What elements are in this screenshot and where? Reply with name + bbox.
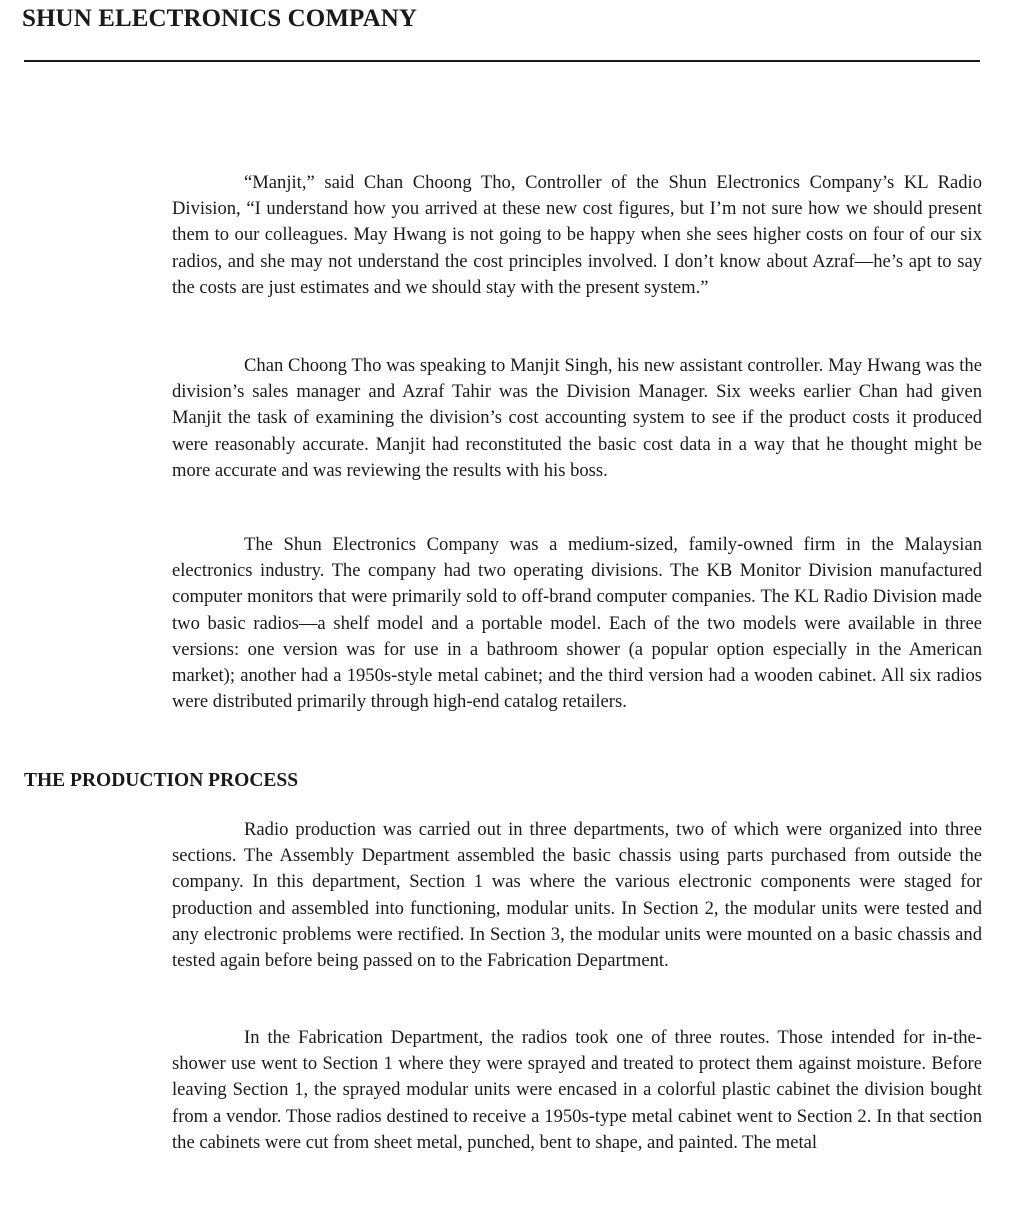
paragraph-text: The Shun Electronics Company was a medium-sized, family-owned firm in the Malaysian electronics industry. The company had two operating divisions. The KB Monitor Division manufactured computer monitors that were primarily sold to off-brand computer companies. The KL Radio Division made two basic radios—a shelf model and a portable model. Each of the two models were available in three versions: one version was for use in a bathroom shower (a popular option especially in the American market); another had a 1950s-style metal cabinet; and the third version had a wooden cabinet. All six radios were distributed primarily through high-end catalog retailers. <box>172 534 982 713</box>
company-title: SHUN ELECTRONICS COMPANY <box>22 5 418 32</box>
paragraph-text: “Manjit,” said Chan Choong Tho, Controller of the Shun Electronics Company’s KL Radio Division, “I understand how you arrived at these new cost figures, but I’m not sure how we should present them to our colleagues. May Hwang is not going to be happy when she sees higher costs on four of our six radios, and she may not understand the cost principles involved. I don’t know about Azraf—he’s apt to say the costs are just estimates and we should stay with the present system.” <box>172 172 982 298</box>
paragraph-fabrication-department <box>172 1025 982 1156</box>
paragraph-assembly-department <box>172 817 982 974</box>
paragraph-text: In the Fabrication Department, the radios took one of three routes. Those intended for in-the-shower use went to Section 1 where they were sprayed and treated to protect them against moisture. Before leaving Section 1, the sprayed modular units were encased in a colorful plastic cabinet the division bought from a vendor. Those radios destined to receive a 1950s-type metal cabinet went to Section 2. In that section the cabinets were cut from sheet metal, punched, bent to shape, and painted. The metal <box>172 1027 982 1153</box>
paragraph-text: Chan Choong Tho was speaking to Manjit Singh, his new assistant controller. May Hwang was the division’s sales manager and Azraf Tahir was the Division Manager. Six weeks earlier Chan had given Manjit the task of examining the division’s cost accounting system to see if the product costs it produced were reasonably accurate. Manjit had reconstituted the basic cost data in a way that he thought might be more accurate and was reviewing the results with his boss. <box>172 355 982 481</box>
paragraph-company-overview <box>172 532 982 715</box>
paragraph-text: Radio production was carried out in three departments, two of which were organized into three sections. The Assembly Department assembled the basic chassis using parts purchased from outside the company. In this department, Section 1 was where the various electronic components were staged for production and assembled into functioning, modular units. In Section 2, the modular units were tested and any electronic problems were rectified. In Section 3, the modular units were mounted on a basic chassis and tested again before being passed on to the Fabrication Department. <box>172 819 982 972</box>
paragraph-intro-dialogue <box>172 170 982 301</box>
title-divider <box>24 60 980 62</box>
section-heading-production-process: THE PRODUCTION PROCESS <box>24 770 299 791</box>
paragraph-background <box>172 353 982 484</box>
